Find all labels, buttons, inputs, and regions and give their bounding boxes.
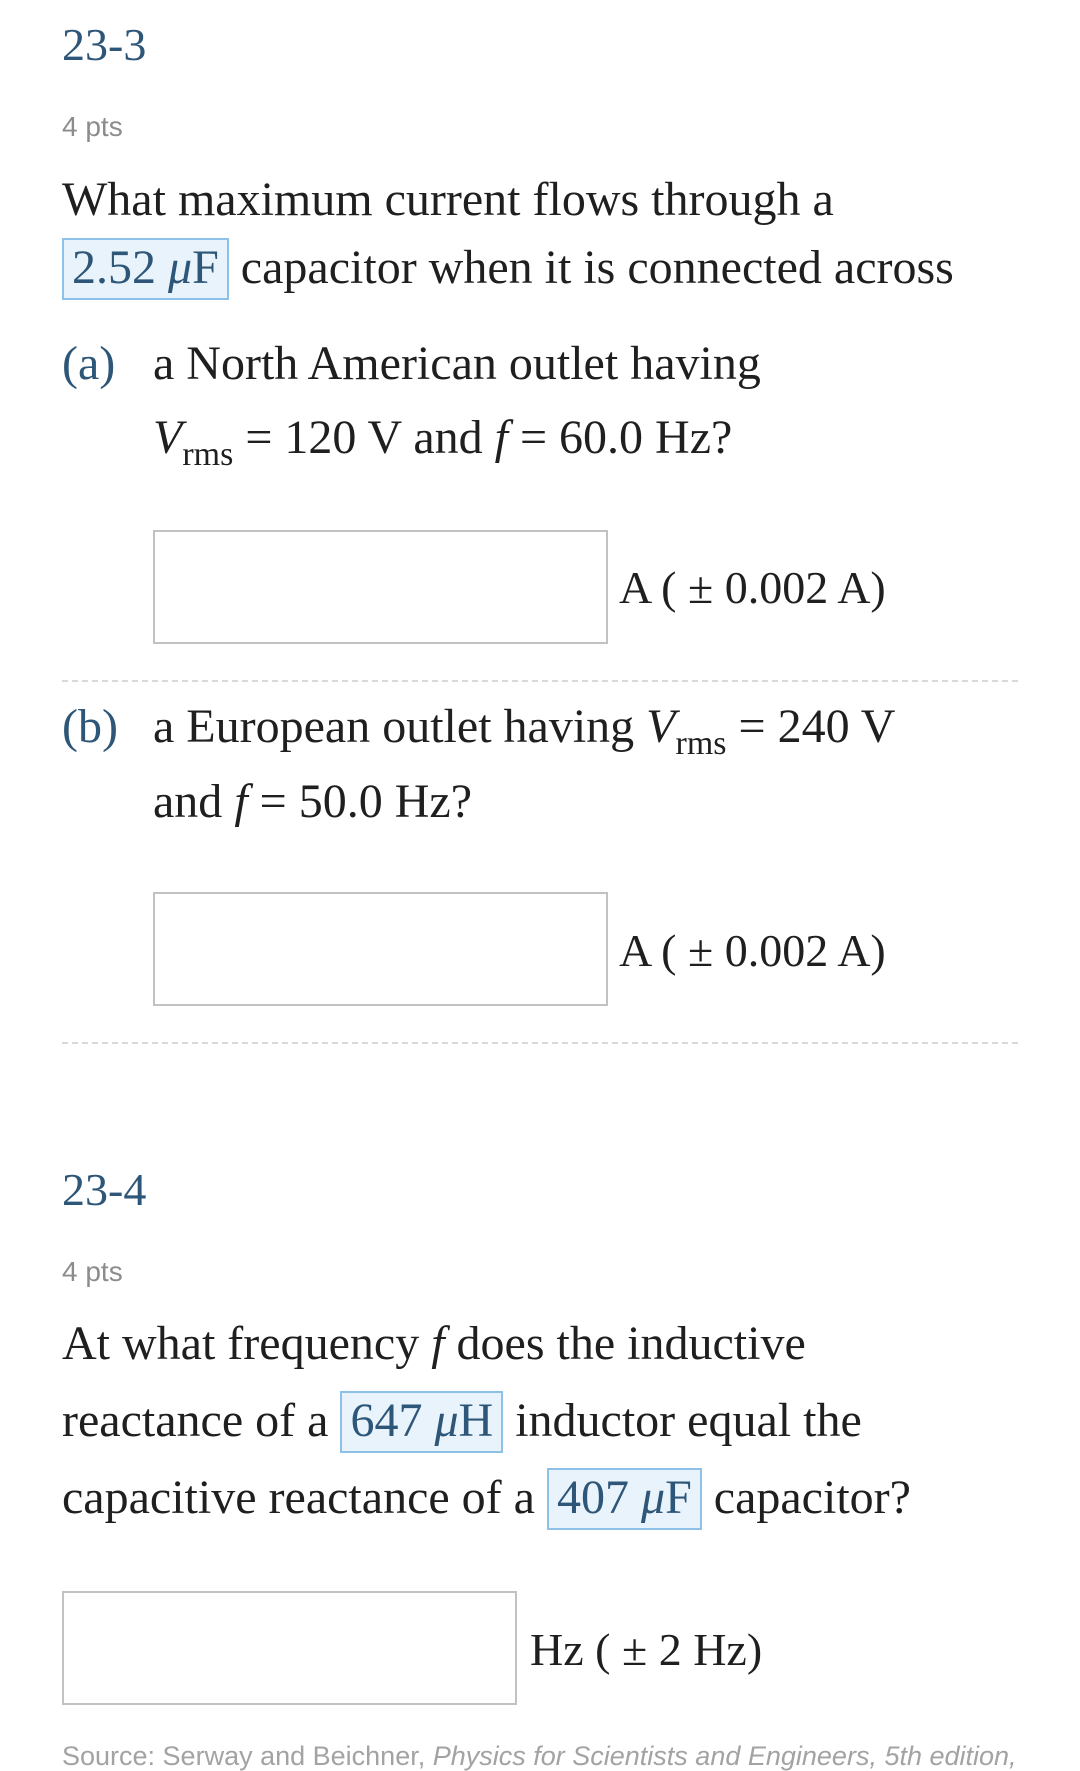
- v-subscript: rms: [182, 436, 234, 473]
- question-stem-line-1: What maximum current flows through a: [62, 173, 834, 226]
- question-2-line-2: [62, 1391, 862, 1453]
- v-symbol: V: [153, 411, 183, 464]
- part-a-unit: A ( ± 0.002 A): [619, 562, 886, 613]
- v-symbol: V: [646, 700, 676, 753]
- capacitance-value: 407: [556, 1471, 629, 1524]
- q2-line-2-post: inductor equal the: [515, 1394, 862, 1447]
- f-symbol: f: [431, 1317, 445, 1370]
- micro-prefix: μ: [640, 1471, 666, 1524]
- q2-line-1-pre: At what frequency: [62, 1317, 420, 1370]
- f-symbol: f: [234, 775, 248, 828]
- part-a-line-1: a North American outlet having: [153, 337, 761, 390]
- v-subscript: rms: [675, 725, 727, 762]
- part-b-unit: A ( ± 0.002 A): [619, 925, 886, 976]
- inductance-unit: H: [458, 1394, 494, 1447]
- part-a-answer-input[interactable]: [153, 530, 608, 644]
- q2-line-1-post: does the inductive: [456, 1317, 806, 1370]
- inductance-value: 647: [350, 1394, 423, 1447]
- part-b-line-2-equation: = 50.0 Hz?: [259, 775, 472, 828]
- question-points-23-4: 4 pts: [62, 1256, 123, 1287]
- capacitance-value: 2.52: [72, 241, 156, 294]
- part-b-line-1: [153, 700, 896, 762]
- question-points-23-3: 4 pts: [62, 111, 123, 142]
- question-stem-line-2: [62, 238, 954, 300]
- q2-line-3-pre: capacitive reactance of a: [62, 1471, 535, 1524]
- micro-prefix: μ: [434, 1394, 459, 1447]
- q2-line-3-post: capacitor?: [713, 1471, 911, 1524]
- part-b-line-1-equation: = 240 V: [738, 700, 896, 753]
- q2-line-2-pre: reactance of a: [62, 1394, 329, 1447]
- question-2-line-1: [62, 1317, 806, 1370]
- part-b-answer-input[interactable]: [153, 892, 608, 1006]
- part-b-line-2-text: and: [153, 775, 223, 828]
- source-prefix: Source: Serway and Beichner,: [62, 1741, 426, 1771]
- capacitance-highlight: [547, 1468, 702, 1530]
- micro-prefix: μ: [168, 241, 193, 294]
- source-citation: [62, 1743, 1017, 1770]
- part-divider: [62, 680, 1018, 682]
- question-number-23-3: 23-3: [62, 19, 147, 70]
- capacitance-highlight: [62, 238, 229, 300]
- question-2-line-3: [62, 1468, 911, 1530]
- q2-unit: Hz ( ± 2 Hz): [530, 1624, 763, 1675]
- capacitance-unit: F: [665, 1471, 692, 1524]
- part-b-label: (b): [62, 700, 118, 753]
- part-b-line-1-text: a European outlet having: [153, 700, 635, 753]
- part-b-line-2: [153, 775, 472, 828]
- part-a-line-2: [153, 411, 733, 473]
- capacitance-unit: F: [192, 241, 219, 294]
- part-a-equation-1: = 120 V and: [245, 411, 483, 464]
- question-divider: [62, 1042, 1018, 1044]
- stem-line-2-text: capacitor when it is connected across: [240, 241, 954, 294]
- source-title: Physics for Scientists and Engineers, 5th edition,: [432, 1741, 1017, 1771]
- part-a-equation-2: = 60.0 Hz?: [519, 411, 733, 464]
- q2-answer-input[interactable]: [62, 1591, 517, 1705]
- f-symbol: f: [494, 411, 508, 464]
- question-number-23-4: 23-4: [62, 1164, 147, 1215]
- inductance-highlight: [340, 1391, 503, 1453]
- part-a-label: (a): [62, 337, 116, 390]
